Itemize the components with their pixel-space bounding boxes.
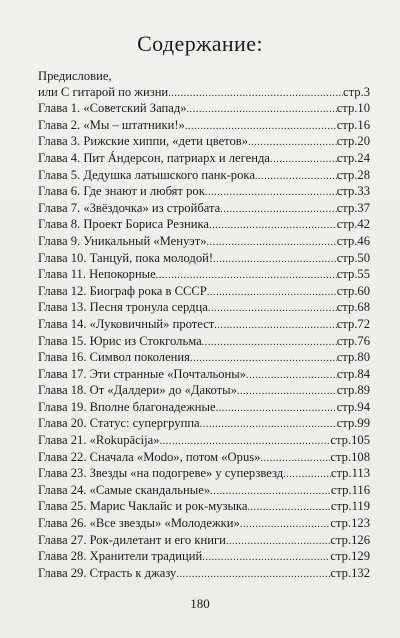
dot-leader: [248, 135, 337, 151]
toc-entry: [38, 234, 370, 251]
toc-entry-page: стр.116: [330, 482, 370, 497]
toc-entry-page: стр.42: [336, 217, 370, 232]
toc-entry-page: стр.108: [330, 449, 370, 464]
dot-leader: [168, 86, 343, 102]
dot-leader: [247, 500, 330, 516]
toc-entry-page: стр.113: [330, 466, 370, 481]
toc-entry-page: стр.84: [336, 366, 370, 381]
toc-entry-label: Глава 9. Уникальный «Менуэт»: [38, 233, 207, 248]
dot-leader: [214, 318, 336, 334]
toc-entry: [38, 400, 370, 417]
toc-entry-preface: [38, 85, 370, 102]
toc-entry: [38, 383, 370, 400]
toc-entry-label: Глава 17. Эти странные «Почтальоны»: [38, 366, 247, 381]
toc-entry: [38, 533, 370, 550]
toc-entry: [38, 416, 370, 433]
dot-leader: [220, 202, 336, 218]
toc-entry: [38, 118, 370, 135]
toc-entry-page: стр.99: [336, 416, 370, 431]
toc-entry: [38, 317, 370, 334]
toc-entry-label: Глава 21. «Rokupācija»: [38, 433, 160, 448]
toc-entry-page: стр.72: [336, 316, 370, 331]
toc-entry: [38, 566, 370, 583]
toc-entry-label: Глава 6. Где знают и любят рок: [38, 184, 205, 199]
dot-leader: [283, 467, 331, 483]
toc-entry-label: Глава 20. Статус: супергруппа: [38, 416, 200, 431]
toc-entry-label: Глава 3. Рижские хиппи, «дети цветов»: [38, 134, 249, 149]
toc-entry-label: Глава 27. Рок-дилетант и его книги: [38, 532, 226, 547]
toc-entry: [38, 549, 370, 566]
toc-entry-label: Глава 10. Танцуй, пока молодой!: [38, 250, 214, 265]
toc-entry-label: Глава 15. Юрис из Стокгольма: [38, 333, 202, 348]
toc-entry: [38, 101, 370, 118]
toc-entry-label: Глава 14. «Луковичный» протест: [38, 316, 215, 331]
toc-entry-label: или С гитарой по жизни: [38, 84, 169, 99]
toc-entry-page: стр.123: [330, 516, 370, 531]
toc-entry-page: стр.55: [336, 267, 370, 282]
toc-entry-page: стр.10: [336, 101, 370, 116]
toc-entry-label: Глава 19. Вполне благонадежные: [38, 399, 216, 414]
dot-leader: [213, 252, 337, 268]
dot-leader: [156, 268, 337, 284]
toc-entry: [38, 334, 370, 351]
dot-leader: [210, 484, 331, 500]
toc-entry: [38, 251, 370, 268]
dot-leader: [270, 152, 337, 168]
toc-entry-page: стр.33: [336, 184, 370, 199]
toc-entry-page: стр.16: [336, 117, 370, 132]
toc-entry-label: Глава 2. «Мы – штатники!»: [38, 117, 185, 132]
toc-entry: [38, 450, 370, 467]
dot-leader: [202, 550, 330, 566]
toc-entry-page: стр.105: [330, 433, 370, 448]
dot-leader: [160, 434, 331, 450]
toc-entry-page: стр.50: [336, 250, 370, 265]
toc-entry: [38, 350, 370, 367]
toc-entry-page: стр.24: [336, 150, 370, 165]
toc-entry-label: Глава 11. Непокорные: [38, 267, 156, 282]
toc-entry: [38, 184, 370, 201]
toc-entry: [38, 168, 370, 185]
toc-entry: [38, 284, 370, 301]
page-number: 180: [190, 596, 210, 611]
toc-entry: [38, 433, 370, 450]
dot-leader: [207, 235, 337, 251]
table-of-contents: [38, 69, 370, 582]
toc-entry-page: стр.28: [336, 167, 370, 182]
toc-entry-label: Глава 4. Пит Áндерсон, патриарх и легенда: [38, 150, 270, 165]
dot-leader: [200, 417, 337, 433]
page-title: Содержание:: [137, 31, 263, 56]
toc-entry-label: Глава 16. Символ поколения: [38, 350, 190, 365]
toc-entry-label: Глава 1. «Советский Запад»: [38, 101, 187, 116]
toc-entry-label: Глава 13. Песня тронула сердца: [38, 300, 208, 315]
toc-entry: [38, 466, 370, 483]
dot-leader: [207, 285, 337, 301]
dot-leader: [187, 102, 337, 118]
dot-leader: [202, 335, 337, 351]
toc-entry-page: стр.80: [336, 350, 370, 365]
dot-leader: [216, 401, 337, 417]
toc-entry-label: Глава 8. Проект Бориса Резника: [38, 217, 209, 232]
toc-entry-page: стр.76: [336, 333, 370, 348]
toc-entry-label: Глава 25. Марис Чаклайс и рок-музыка: [38, 499, 248, 514]
toc-entry-label: Глава 29. Страсть к джазу: [38, 565, 177, 580]
toc-entry: [38, 499, 370, 516]
toc-entry-label: Глава 18. От «Далдери» до «Дакоты»: [38, 383, 237, 398]
toc-entry-page: стр.129: [330, 549, 370, 564]
toc-entry-page: стр.46: [336, 233, 370, 248]
dot-leader: [190, 351, 337, 367]
dot-leader: [240, 517, 331, 533]
toc-entry-label: Глава 12. Биограф рока в СССР: [38, 283, 207, 298]
dot-leader: [255, 169, 337, 185]
dot-leader: [237, 384, 337, 400]
toc-entry-page: стр.132: [330, 565, 370, 580]
dot-leader: [260, 451, 330, 467]
toc-entry-page: стр.37: [336, 200, 370, 215]
toc-entry: [38, 300, 370, 317]
toc-entry: [38, 201, 370, 218]
toc-entry-page: стр.68: [336, 300, 370, 315]
toc-entry-label: Глава 23. Звезды «на подогреве» у суперзвезд: [38, 466, 284, 481]
toc-entry-page: стр.89: [336, 383, 370, 398]
toc-entry-label: Глава 28. Хранители традиций: [38, 549, 203, 564]
dot-leader: [226, 534, 331, 550]
toc-entry-label: Глава 24. «Самые скандальные»: [38, 482, 211, 497]
dot-leader: [209, 218, 337, 234]
toc-entry-label: Глава 22. Сначала «Modo», потом «Opus»: [38, 449, 261, 464]
toc-entry-page: стр.119: [330, 499, 370, 514]
toc-entry-page: стр.60: [336, 283, 370, 298]
dot-leader: [246, 368, 337, 384]
toc-entry: [38, 151, 370, 168]
toc-entry: [38, 367, 370, 384]
toc-entry-page: стр.94: [336, 399, 370, 414]
toc-entry-label: Глава 5. Дедушка латышского панк-рока: [38, 167, 255, 182]
preface-title: Предисловие,: [38, 69, 112, 83]
toc-entry-page: стр.3: [343, 84, 370, 99]
toc-entry: [38, 516, 370, 533]
dot-leader: [208, 301, 337, 317]
toc-entry: [38, 217, 370, 234]
toc-entry-page: стр.126: [330, 532, 370, 547]
toc-entry-page: стр.20: [336, 134, 370, 149]
toc-entry: [38, 267, 370, 284]
dot-leader: [205, 185, 337, 201]
dot-leader: [176, 567, 330, 583]
dot-leader: [185, 119, 337, 135]
toc-entry: [38, 134, 370, 151]
toc-entry-label: Глава 7. «Звёздочка» из стройбата: [38, 200, 221, 215]
chapter-list: [38, 101, 370, 582]
toc-entry-label: Глава 26. «Все звезды» «Молодежки»: [38, 516, 240, 531]
toc-entry: [38, 483, 370, 500]
